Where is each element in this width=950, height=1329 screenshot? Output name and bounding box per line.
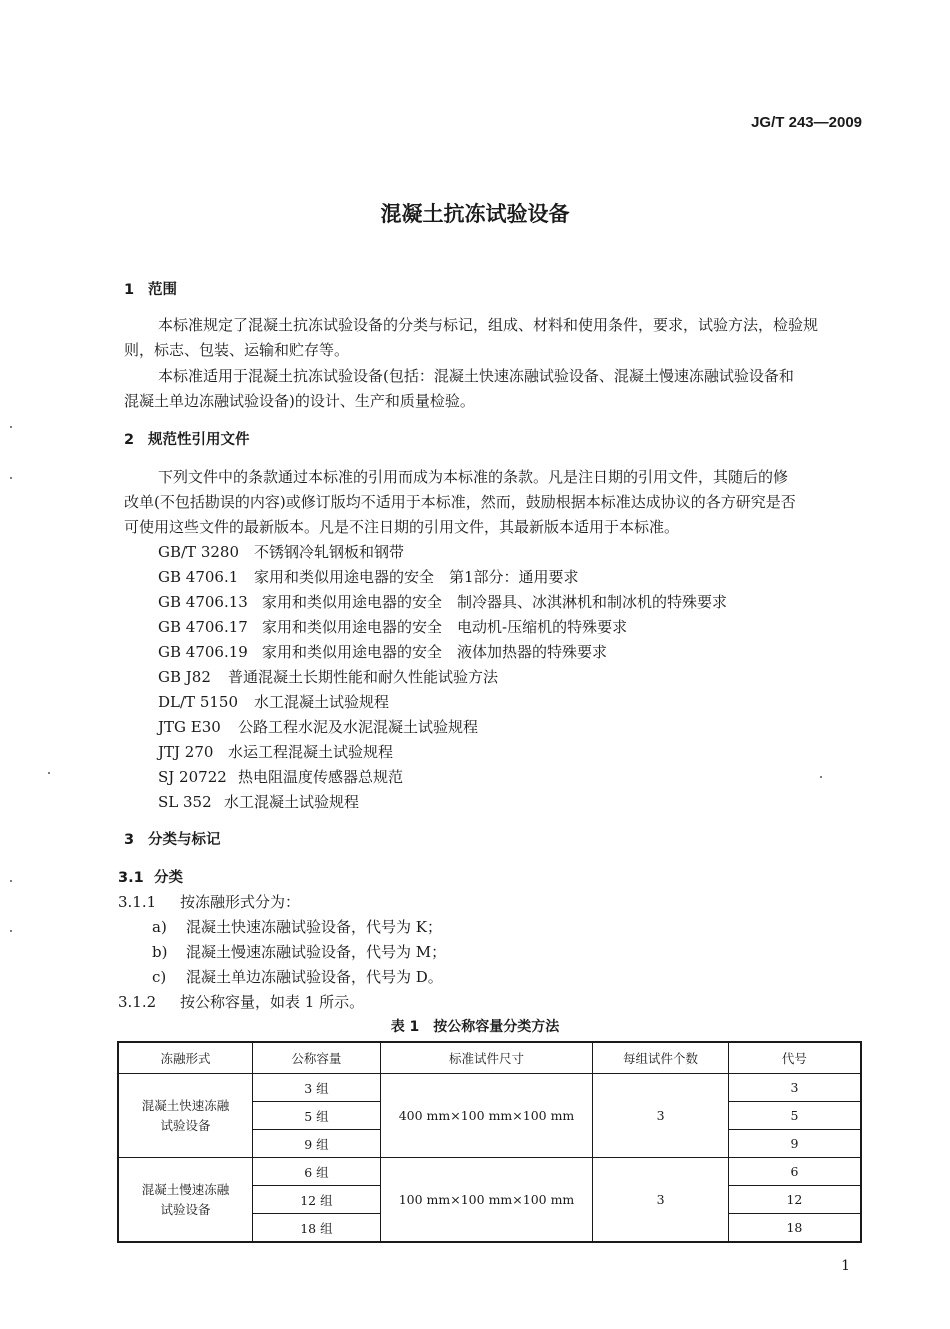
reference-title: 公路工程水泥及水泥混凝土试验规程 <box>238 718 479 736</box>
reference-title: 不锈钢冷轧钢板和钢带 <box>254 543 405 561</box>
reference-code: DL/T 5150 <box>158 693 238 711</box>
section-number: 1 <box>124 282 135 298</box>
code-cell: 3 <box>728 1074 861 1102</box>
freeze-thaw-form-cell <box>118 1074 253 1158</box>
section-2-heading <box>124 428 250 449</box>
capacity-cell: 5 组 <box>253 1102 381 1130</box>
clause-text: 按冻融形式分为： <box>180 893 301 911</box>
reference-title: 家用和类似用途电器的安全 制冷器具、冰淇淋机和制冰机的特殊要求 <box>262 593 728 611</box>
table-row <box>118 1074 861 1102</box>
reference-title: 家用和类似用途电器的安全 液体加热器的特殊要求 <box>262 643 608 661</box>
scan-speck <box>10 930 12 932</box>
list-item <box>152 916 442 937</box>
reference-title: 水运工程混凝土试验规程 <box>228 743 394 761</box>
reference-item <box>158 616 627 637</box>
scan-speck <box>820 776 822 778</box>
clause-number: 3.1.1 <box>118 893 157 911</box>
list-label: a) <box>152 918 167 936</box>
reference-item <box>158 541 404 562</box>
column-header: 冻融形式 <box>118 1042 253 1074</box>
reference-item <box>158 691 389 712</box>
standard-code: JG/T 243—2009 <box>751 114 862 131</box>
specimen-size-cell: 100 mm×100 mm×100 mm <box>380 1158 593 1243</box>
section-number: 3 <box>124 832 135 848</box>
form-line: 混凝土慢速冻融 <box>141 1181 230 1197</box>
reference-title: 水工混凝土试验规程 <box>254 693 390 711</box>
list-item <box>152 941 446 962</box>
clause-3-1-2 <box>118 991 364 1012</box>
code-cell: 12 <box>728 1186 861 1214</box>
reference-item <box>158 791 359 812</box>
form-line: 混凝土快速冻融 <box>141 1097 230 1113</box>
capacity-cell: 12 组 <box>253 1186 381 1214</box>
list-item <box>152 966 443 987</box>
reference-item <box>158 766 403 787</box>
specimen-size-cell: 400 mm×100 mm×100 mm <box>380 1074 593 1158</box>
reference-code: SJ 20722 <box>158 768 227 786</box>
page-number: 1 <box>841 1258 850 1274</box>
table-row <box>118 1158 861 1186</box>
paragraph-line: 则，标志、包装、运输和贮存等。 <box>124 341 350 359</box>
clause-text: 按公称容量，如表 1 所示。 <box>180 993 365 1011</box>
reference-code: GB 4706.19 <box>158 643 248 661</box>
reference-item <box>158 716 478 737</box>
list-text: 混凝土慢速冻融试验设备，代号为 M； <box>186 943 447 961</box>
column-header: 公称容量 <box>253 1042 381 1074</box>
code-cell: 5 <box>728 1102 861 1130</box>
code-cell: 9 <box>728 1130 861 1158</box>
freeze-thaw-form-cell <box>118 1158 253 1243</box>
subsection-number: 3.1 <box>118 870 144 886</box>
capacity-classification-table <box>117 1041 862 1243</box>
capacity-cell: 3 组 <box>253 1074 381 1102</box>
capacity-cell: 9 组 <box>253 1130 381 1158</box>
section-title: 范围 <box>148 282 177 298</box>
section-3-heading <box>124 828 221 849</box>
section-title: 分类与标记 <box>148 832 221 848</box>
reference-item <box>158 741 393 762</box>
list-text: 混凝土单边冻融试验设备，代号为 D。 <box>186 968 443 986</box>
scan-speck <box>48 772 50 774</box>
list-label: c) <box>152 968 167 986</box>
reference-code: GB 4706.1 <box>158 568 239 586</box>
section-number: 2 <box>124 432 135 448</box>
paragraph-line: 本标准规定了混凝土抗冻试验设备的分类与标记，组成、材料和使用条件，要求，试验方法，检验规 <box>158 316 819 334</box>
reference-item <box>158 641 607 662</box>
specimen-count-cell: 3 <box>593 1158 729 1243</box>
scan-speck <box>10 426 12 428</box>
table-header-row <box>118 1042 861 1074</box>
code-cell: 6 <box>728 1158 861 1186</box>
specimen-count-cell: 3 <box>593 1074 729 1158</box>
table-caption: 表 1 按公称容量分类方法 <box>390 1019 560 1035</box>
clause-3-1-1 <box>118 891 300 912</box>
paragraph-line: 混凝土单边冻融试验设备)的设计、生产和质量检验。 <box>124 392 475 410</box>
reference-code: GB 4706.17 <box>158 618 248 636</box>
capacity-cell: 6 组 <box>253 1158 381 1186</box>
paragraph-line: 改单(不包括勘误的内容)或修订版均不适用于本标准，然而，鼓励根据本标准达成协议的各方研究是否 <box>124 493 796 511</box>
reference-title: 热电阻温度传感器总规范 <box>238 768 404 786</box>
code-cell: 18 <box>728 1214 861 1243</box>
capacity-cell: 18 组 <box>253 1214 381 1243</box>
reference-item <box>158 566 579 587</box>
reference-code: GB J82 <box>158 668 211 686</box>
clause-number: 3.1.2 <box>118 993 157 1011</box>
reference-code: JTG E30 <box>158 718 221 736</box>
scan-speck <box>10 477 12 479</box>
reference-title: 水工混凝土试验规程 <box>224 793 360 811</box>
subsection-title: 分类 <box>154 870 183 886</box>
list-text: 混凝土快速冻融试验设备，代号为 K； <box>186 918 442 936</box>
list-label: b) <box>152 943 168 961</box>
paragraph-line: 可使用这些文件的最新版本。凡是不注日期的引用文件，其最新版本适用于本标准。 <box>124 518 680 536</box>
form-line: 试验设备 <box>160 1117 211 1133</box>
paragraph-line: 下列文件中的条款通过本标准的引用而成为本标准的条款。凡是注日期的引用文件，其随后的修 <box>158 468 789 486</box>
section-1-heading <box>124 278 177 299</box>
reference-title: 普通混凝土长期性能和耐久性能试验方法 <box>228 668 499 686</box>
subsection-3-1-heading <box>118 866 183 887</box>
column-header: 代号 <box>728 1042 861 1074</box>
scan-speck <box>10 880 12 882</box>
reference-code: GB 4706.13 <box>158 593 248 611</box>
reference-title: 家用和类似用途电器的安全 电动机-压缩机的特殊要求 <box>262 618 628 636</box>
reference-code: JTJ 270 <box>158 743 214 761</box>
section-title: 规范性引用文件 <box>148 432 250 448</box>
reference-item <box>158 591 727 612</box>
column-header: 标准试件尺寸 <box>380 1042 593 1074</box>
reference-code: GB/T 3280 <box>158 543 240 561</box>
column-header: 每组试件个数 <box>593 1042 729 1074</box>
reference-code: SL 352 <box>158 793 212 811</box>
reference-title: 家用和类似用途电器的安全 第1部分：通用要求 <box>254 568 579 586</box>
paragraph-line: 本标准适用于混凝土抗冻试验设备(包括：混凝土快速冻融试验设备、混凝土慢速冻融试验设备和 <box>158 367 794 385</box>
form-line: 试验设备 <box>160 1201 211 1217</box>
reference-item <box>158 666 498 687</box>
document-title: 混凝土抗冻试验设备 <box>380 202 570 226</box>
